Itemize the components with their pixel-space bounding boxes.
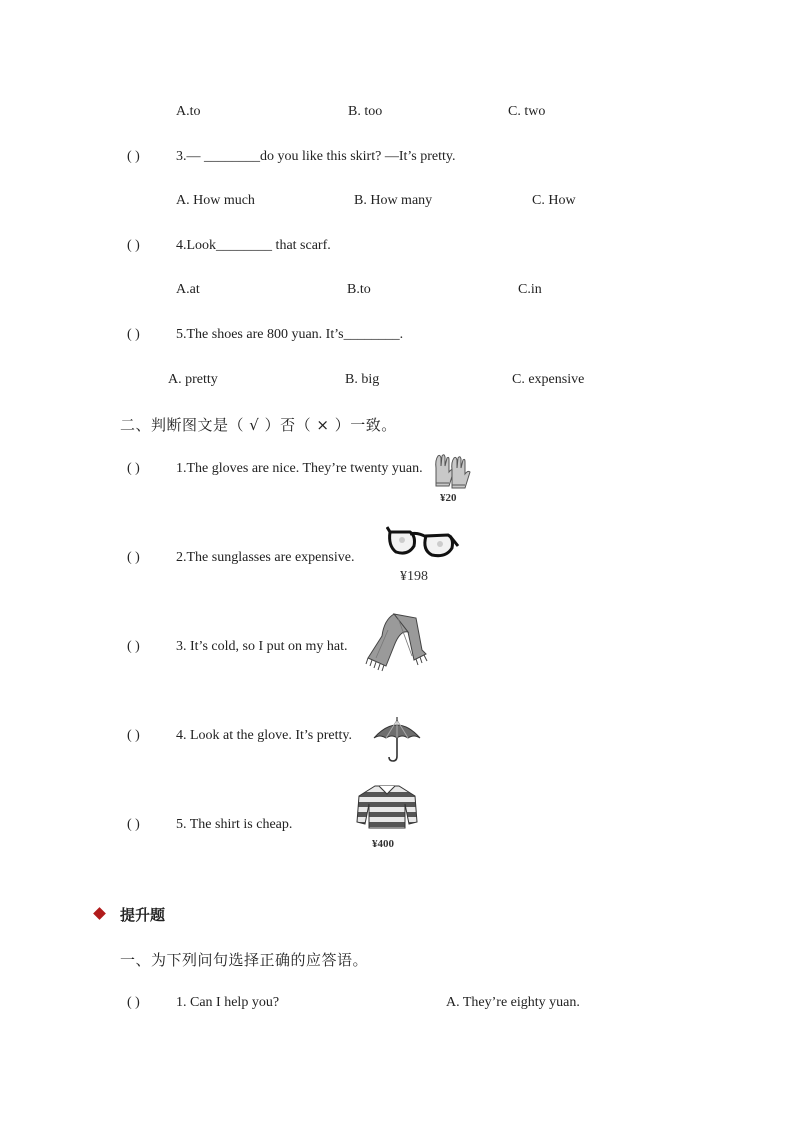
gloves-icon	[432, 452, 474, 490]
answer-bracket[interactable]: ( )	[127, 995, 140, 1010]
price-label: ¥20	[440, 492, 457, 504]
q4-option-b: B.to	[347, 282, 371, 297]
price-label: ¥400	[372, 838, 394, 850]
diamond-bullet-icon	[93, 907, 106, 920]
sweater-icon	[355, 782, 419, 832]
advanced-heading: 提升题	[120, 906, 166, 924]
q2-option-a: A.to	[176, 104, 201, 119]
q2-option-c: C. two	[508, 104, 546, 119]
answer-bracket[interactable]: ( )	[127, 817, 140, 832]
q3-option-c: C. How	[532, 193, 576, 208]
q3-option-a: A. How much	[176, 193, 255, 208]
judge-statement: 3. It’s cold, so I put on my hat.	[176, 639, 348, 654]
q2-option-b: B. too	[348, 104, 383, 119]
q4-option-c: C.in	[518, 282, 542, 297]
answer-bracket[interactable]: ( )	[127, 728, 140, 743]
answer-bracket[interactable]: ( )	[127, 639, 140, 654]
q5-option-a: A. pretty	[168, 372, 218, 387]
price-label: ¥198	[400, 569, 428, 584]
question-text: 5.The shoes are 800 yuan. It’s________.	[176, 327, 404, 342]
sunglasses-icon	[386, 524, 460, 562]
question-text: 4.Look________ that scarf.	[176, 238, 331, 253]
umbrella-icon	[372, 716, 422, 764]
section-heading: 一、为下列问句选择正确的应答语。	[120, 951, 369, 969]
match-answer: A. They’re eighty yuan.	[446, 995, 580, 1010]
q5-option-b: B. big	[345, 372, 380, 387]
answer-bracket[interactable]: ( )	[127, 238, 140, 253]
answer-bracket[interactable]: ( )	[127, 327, 140, 342]
answer-bracket[interactable]: ( )	[127, 550, 140, 565]
scarf-icon	[364, 610, 432, 672]
q3-option-b: B. How many	[354, 193, 433, 208]
judge-statement: 1.The gloves are nice. They’re twenty yuan.	[176, 461, 423, 476]
question-text: 3.— ________do you like this skirt? —It’s pretty.	[176, 149, 456, 164]
judge-statement: 4. Look at the glove. It’s pretty.	[176, 728, 352, 743]
q5-option-c: C. expensive	[512, 372, 585, 387]
section-heading: 二、判断图文是（ √ ）否（ × ）一致。	[120, 416, 397, 434]
answer-bracket[interactable]: ( )	[127, 149, 140, 164]
match-question: 1. Can I help you?	[176, 995, 280, 1010]
answer-bracket[interactable]: ( )	[127, 461, 140, 476]
judge-statement: 5. The shirt is cheap.	[176, 817, 293, 832]
judge-statement: 2.The sunglasses are expensive.	[176, 550, 355, 565]
q4-option-a: A.at	[176, 282, 200, 297]
